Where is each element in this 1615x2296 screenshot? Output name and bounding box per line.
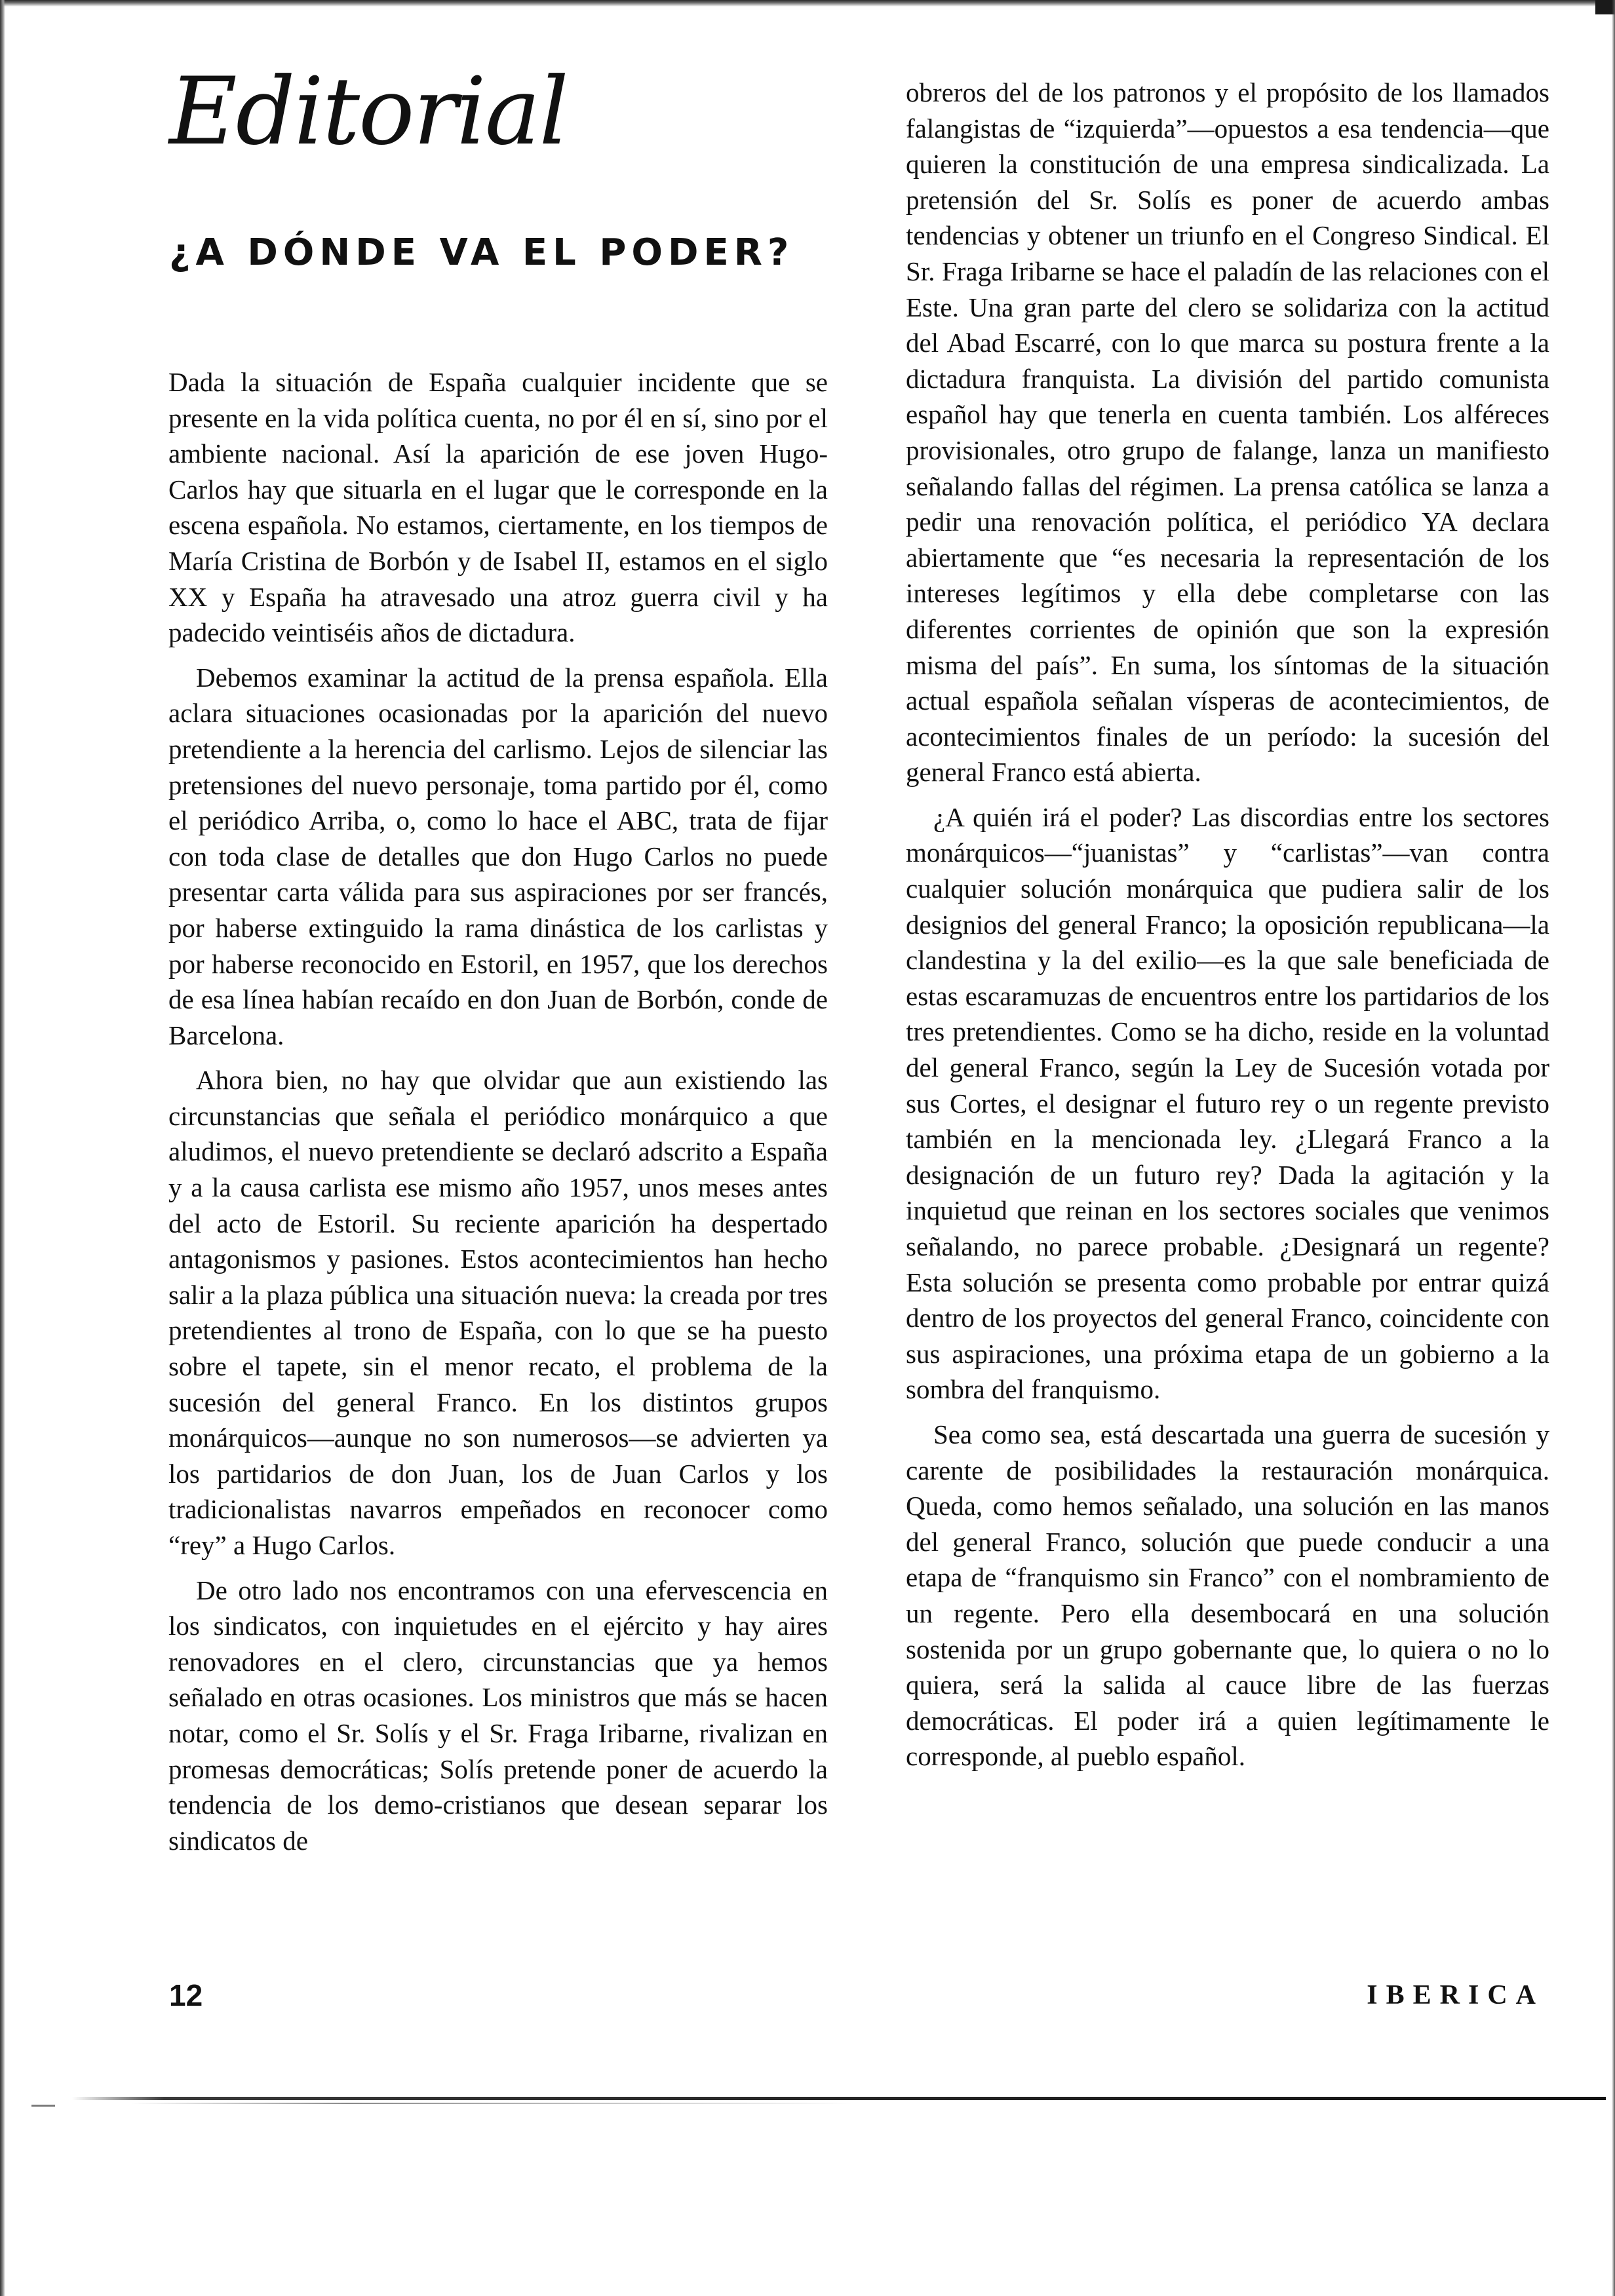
paragraph: Dada la situación de España cualquier incidente que se presente en la vida política cuenta, no por él en sí, sino por el ambiente nacional. Así la aparición de ese joven Hugo-Carlos hay que situarla en el lugar que le corresponde en la escena española. No estamos, ciertamente, en los tiempos de María Cristina de Borbón y de Isabel II, estamos en el siglo XX y España ha atravesado una atroz guerra civil y ha padecido veintiséis años de dictadura.: [168, 367, 828, 648]
left-column: [168, 364, 828, 1858]
scan-top-edge: [0, 0, 1615, 7]
page-number: 12: [169, 1978, 203, 2012]
paragraph: ¿A quién irá el poder? Las discordias entre los sectores monárquicos—“juanistas” y “carlistas”—van contra cualquier solución monárquica que pudiera salir de los designios del general Franco; la oposición republicana—la clandestina y la del exilio—es la que sale beneficiada de estas escaramuzas de encuentros entre los partidarios de los tres pretendientes. Como se ha dicho, reside en la voluntad del general Franco, según la Ley de Sucesión votada por sus Cortes, el designar el futuro rey o un regente previsto también en la mencionada ley. ¿Llegará Franco a la designación de un futuro rey? Dada la agitación y la inquietud que reinan en los sectores sociales que venimos señalando, no parece probable. ¿Designará un regente? Esta solución se presenta como probable por entrar quizá dentro de los proyectos del general Franco, coincidente con sus aspiraciones, una próxima etapa de un gobierno a la sombra del franquismo.: [906, 801, 1549, 1405]
section-title: Editorial: [169, 58, 568, 166]
right-column: [906, 75, 1549, 1774]
magazine-name: IBERICA: [1367, 1980, 1544, 2010]
headline: ¿A DÓNDE VA EL PODER?: [169, 231, 794, 274]
paragraph: De otro lado nos encontramos con una efervescencia en los sindicatos, con inquietudes en el ejército y hay aires renovadores en el clero, circunstancias que ya hemos señalado en otras ocasiones. Los ministros que más se hacen notar, como el Sr. Solís y el Sr. Fraga Iribarne, rivalizan en promesas democráticas; Solís pretende poner de acuerdo la tendencia de los demo-cristianos que desean separar los sindicatos de: [168, 1575, 828, 1856]
scan-mark: [31, 2105, 55, 2107]
scan-right-edge: [1612, 0, 1615, 2296]
paragraph: Debemos examinar la actitud de la prensa española. Ella aclara situaciones ocasionadas por la aparición del nuevo pretendiente a la herencia del carlismo. Lejos de silenciar las pretensiones del nuevo personaje, toma partido por él, como el periódico Arriba, o, como lo hace el ABC, trata de fijar con toda clase de detalles que don Hugo Carlos no puede presentar carta válida para sus aspiraciones por ser francés, por haberse extinguido la rama dinástica de los carlistas y por haberse reconocido en Estoril, en 1957, que los derechos de esa línea habían recaído en don Juan de Borbón, conde de Barcelona.: [168, 662, 828, 1050]
paragraph: Ahora bien, no hay que olvidar que aun existiendo las circunstancias que señala el periódico monárquico a que aludimos, el nuevo pretendiente se declaró adscrito a España y a la causa carlista ese mismo año 1957, unos meses antes del acto de Estoril. Su reciente aparición ha despertado antagonismos y pasiones. Estos acontecimientos han hecho salir a la plaza pública una situación nueva: la creada por tres pretendientes al trono de España, con lo que se ha puesto sobre el tapete, sin el menor recato, el problema de la sucesión del general Franco. En los distintos grupos monárquicos—aunque no son numerosos—se advierten ya los partidarios de don Juan, los de Juan Carlos y los tradicionalistas navarros empeñados en reconocer como “rey” a Hugo Carlos.: [168, 1065, 828, 1560]
scan-left-edge: [0, 0, 5, 2296]
bottom-rule-shadow: [131, 2103, 852, 2104]
paragraph: obreros del de los patronos y el propósito de los llamados falangistas de “izquierda”—opuestos a esa tendencia—que quieren la constitución de una empresa sindicalizada. La pretensión del Sr. Solís es poner de acuerdo ambas tendencias y obtener un triunfo en el Congreso Sindical. El Sr. Fraga Iribarne se hace el paladín de las relaciones con el Este. Una gran parte del clero se solidariza con la actitud del Abad Escarré, con lo que marca su postura frente a la dictadura franquista. La división del partido comunista español hay que tenerla en cuenta también. Los alféreces provisionales, otro grupo de falange, lanza un manifiesto señalando fallas del régimen. La prensa católica se lanza a pedir una renovación política, el periódico YA declara abiertamente que “es necesaria la representación de los intereses legítimos y ella debe completarse con las diferentes corrientes de opinión que son la expresión misma del país”. En suma, los síntomas de la situación actual española señalan vísperas de acontecimientos, de acontecimientos finales de un período: la sucesión del general Franco está abierta.: [906, 77, 1549, 788]
bottom-rule: [72, 2097, 1606, 2100]
paragraph: Sea como sea, está descartada una guerra de sucesión y carente de posibilidades la restauración monárquica. Queda, como hemos señalado, una solución en las manos del general Franco, solución que puede conducir a una etapa de “franquismo sin Franco” con el nombramiento de un regente. Pero ella desembocará en una solución sostenida por un grupo gobernante que, lo quiera o no lo quiera, será la salida al cauce libre de las fuerzas democráticas. El poder irá a quien legítimamente le corresponde, al pueblo español.: [906, 1419, 1549, 1772]
